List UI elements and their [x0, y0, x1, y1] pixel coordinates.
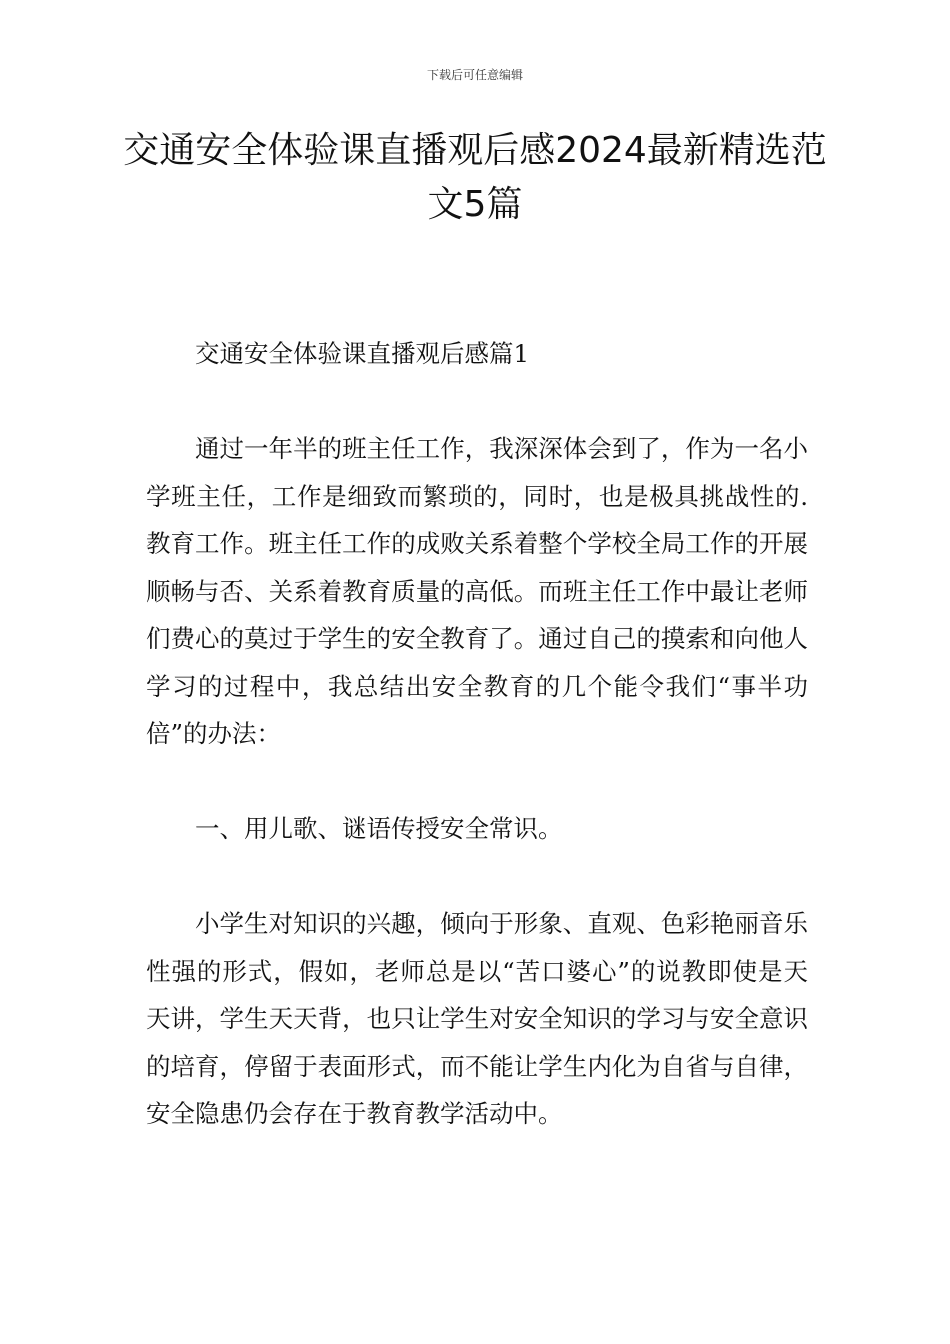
body-paragraph: 通过一年半的班主任工作，我深深体会到了，作为一名小学班主任，工作是细致而繁琐的，同时，也是极具挑战性的.教育工作。班主任工作的成败关系着整个学校全局工作的开展顺畅与否、关系着教育质量的高低。而班主任工作中最让老师们费心的莫过于学生的安全教育了。通过自己的摸索和向他人学习的过程中，我总结出安全教育的几个能令我们“事半功倍”的办法： — [146, 434, 808, 748]
body-paragraph: 小学生对知识的兴趣，倾向于形象、直观、色彩艳丽音乐性强的形式，假如，老师总是以“苦口婆心”的说教即使是天天讲，学生天天背，也只让学生对安全知识的学习与安全意识的培育，停留于表面形式，而不能让学生内化为自省与自律，安全隐患仍会存在于教育教学活动中。 — [146, 909, 808, 1128]
header-note: 下载后可任意编辑 — [426, 68, 523, 82]
document-title: 交通安全体验课直播观后感2024最新精选范文5篇 — [123, 130, 827, 225]
subsection-heading: 一、用儿歌、谜语传授安全常识。 — [195, 814, 563, 843]
document-body — [146, 330, 808, 1138]
section-heading: 交通安全体验课直播观后感篇1 — [195, 339, 530, 368]
